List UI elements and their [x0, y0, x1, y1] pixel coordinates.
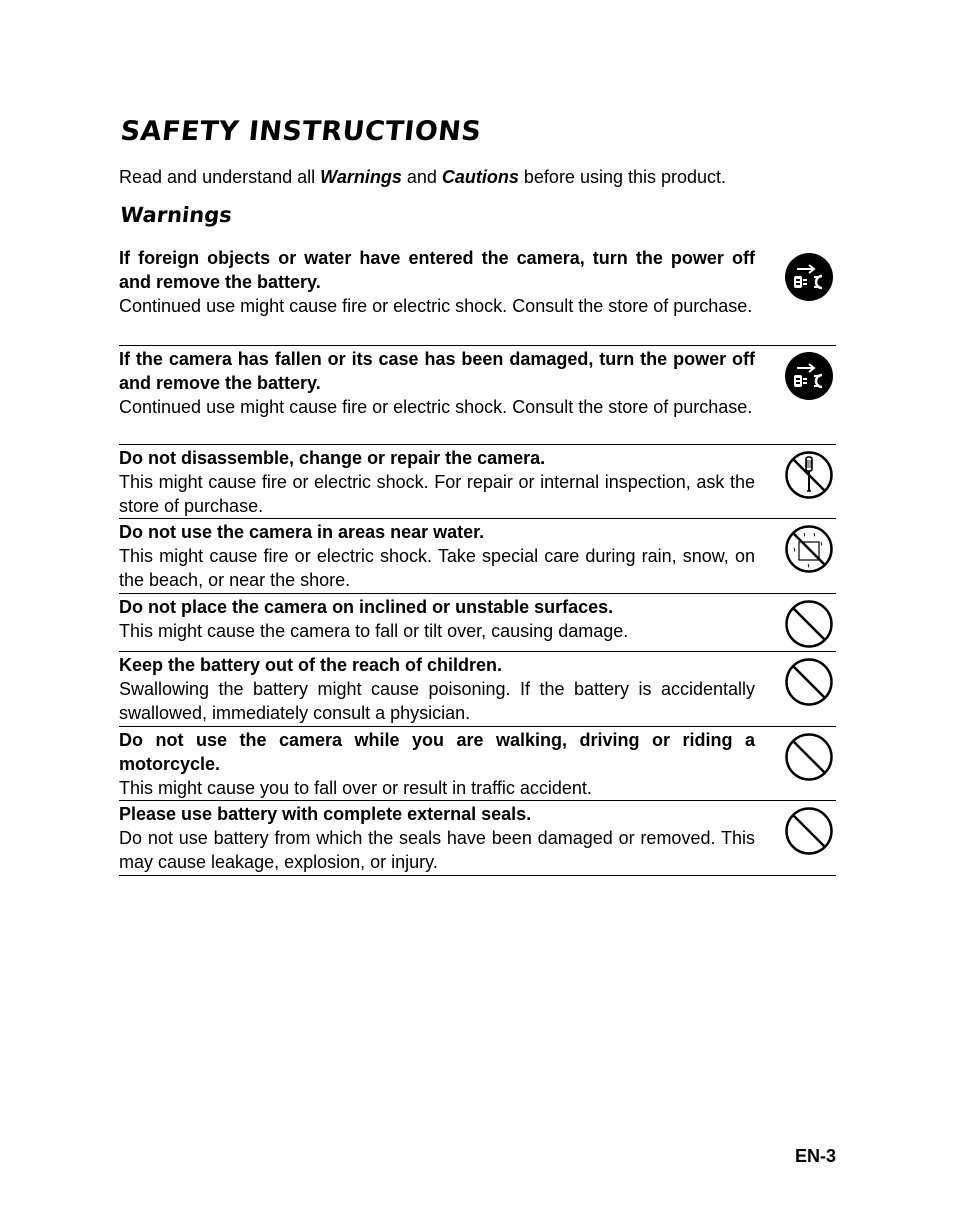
- warning-body: This might cause fire or electric shock. For repair or internal inspection, ask the store of purchase.: [119, 472, 755, 516]
- warning-text: [119, 520, 755, 592]
- warning-body: Do not use battery from which the seals have been damaged or removed. This may cause leakage, explosion, or injury.: [119, 828, 755, 872]
- warning-body: This might cause the camera to fall or tilt over, causing damage.: [119, 621, 629, 641]
- prohibited-icon: [784, 657, 834, 707]
- intro-after: before using this product.: [518, 167, 727, 187]
- warning-item: [119, 245, 836, 346]
- warning-title: Please use battery with complete external seals.: [119, 804, 532, 824]
- intro-middle: and: [401, 167, 442, 187]
- warning-item: [119, 445, 836, 519]
- warning-text: [119, 653, 755, 725]
- warning-item: [119, 519, 836, 594]
- warning-title: Do not use the camera in areas near water.: [119, 522, 485, 542]
- intro-cautions-emphasis: Cautions: [441, 167, 519, 187]
- warning-item: [119, 727, 836, 801]
- warning-title: Do not disassemble, change or repair the camera.: [119, 448, 546, 468]
- warning-body: Swallowing the battery might cause poisoning. If the battery is accidentally swallowed, immediately consult a physician.: [119, 679, 755, 723]
- warning-text: [119, 802, 755, 874]
- warning-text: [119, 595, 755, 643]
- warnings-list: [119, 245, 836, 876]
- warning-body: This might cause fire or electric shock. Take special care during rain, snow, on the beach, or near the shore.: [119, 546, 755, 590]
- warning-title: If foreign objects or water have entered the camera, turn the power off and remove the battery.: [119, 248, 755, 292]
- warning-title: Keep the battery out of the reach of children.: [119, 655, 503, 675]
- warning-text: [119, 347, 755, 419]
- warning-item: [119, 652, 836, 727]
- page-number: EN-3: [794, 1146, 836, 1166]
- no-water-icon: [784, 524, 834, 574]
- warning-item: [119, 594, 836, 652]
- warning-text: [119, 446, 755, 518]
- unplug-battery-icon: [784, 252, 834, 302]
- warning-item: [119, 346, 836, 445]
- warning-item: [119, 801, 836, 876]
- warning-body: Continued use might cause fire or electric shock. Consult the store of purchase.: [119, 296, 753, 316]
- page-title: SAFETY INSTRUCTIONS: [119, 116, 483, 147]
- warning-title: Do not use the camera while you are walking, driving or riding a motorcycle.: [119, 730, 755, 774]
- intro-before: Read and understand all: [119, 167, 321, 187]
- warning-title: If the camera has fallen or its case has been damaged, turn the power off and remove the battery.: [119, 349, 755, 393]
- intro-text: [119, 165, 726, 189]
- section-heading-warnings: Warnings: [119, 203, 234, 227]
- warning-text: [119, 246, 755, 318]
- warning-body: Continued use might cause fire or electric shock. Consult the store of purchase.: [119, 397, 753, 417]
- warning-text: [119, 728, 755, 800]
- intro-warnings-emphasis: Warnings: [320, 167, 402, 187]
- prohibited-icon: [784, 806, 834, 856]
- prohibited-icon: [784, 732, 834, 782]
- no-disassembly-icon: [784, 450, 834, 500]
- unplug-battery-icon: [784, 351, 834, 401]
- prohibited-icon: [784, 599, 834, 649]
- warning-body: This might cause you to fall over or result in traffic accident.: [119, 778, 592, 798]
- warning-title: Do not place the camera on inclined or unstable surfaces.: [119, 597, 614, 617]
